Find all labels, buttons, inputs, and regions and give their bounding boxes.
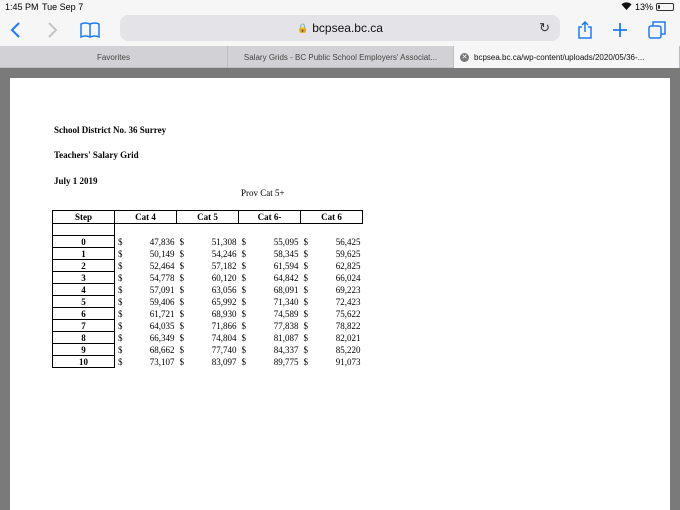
- currency-symbol: $: [241, 260, 246, 271]
- salary-cell: 52,464: [149, 260, 175, 271]
- salary-cell: 59,406: [149, 296, 175, 307]
- header-cat6-minus: Cat 6-: [239, 211, 301, 224]
- header-cat4: Cat 4: [115, 211, 177, 224]
- share-button[interactable]: [578, 19, 592, 41]
- table-row: [53, 248, 363, 260]
- salary-cell: 66,024: [335, 272, 361, 283]
- salary-cell: 77,740: [211, 344, 237, 355]
- table-row: [53, 260, 363, 272]
- salary-cell: 74,804: [211, 332, 237, 343]
- header-row: [53, 211, 363, 224]
- battery-percent: 13%: [634, 2, 653, 12]
- plus-icon: [612, 22, 628, 38]
- currency-symbol: $: [303, 260, 308, 271]
- salary-cell: 81,087: [273, 332, 299, 343]
- prov-category-label: Prov Cat 5+: [241, 188, 285, 198]
- salary-cell: 60,120: [211, 272, 237, 283]
- salary-cell: 91,073: [335, 356, 361, 367]
- forward-button[interactable]: [46, 19, 58, 41]
- currency-symbol: $: [303, 332, 308, 343]
- address-bar[interactable]: [120, 15, 560, 41]
- salary-grid-table: [52, 210, 363, 368]
- currency-symbol: $: [303, 284, 308, 295]
- currency-symbol: $: [179, 356, 184, 367]
- currency-symbol: $: [118, 260, 123, 271]
- salary-cell: 69,223: [335, 284, 361, 295]
- spacer-step-cell: [53, 224, 115, 236]
- currency-symbol: $: [241, 236, 246, 247]
- tab-label: Favorites: [97, 52, 130, 62]
- currency-symbol: $: [241, 296, 246, 307]
- grid-title: Teachers' Salary Grid: [54, 150, 139, 160]
- currency-symbol: $: [241, 248, 246, 259]
- step-cell: 1: [53, 248, 115, 260]
- salary-cell: 64,035: [149, 320, 175, 331]
- salary-cell: 82,021: [335, 332, 361, 343]
- salary-cell: 72,423: [335, 296, 361, 307]
- tab-bar: [0, 46, 680, 68]
- currency-symbol: $: [118, 356, 123, 367]
- currency-symbol: $: [179, 332, 184, 343]
- currency-symbol: $: [179, 248, 184, 259]
- table-row: [53, 344, 363, 356]
- battery-fill: [658, 5, 660, 9]
- currency-symbol: $: [241, 320, 246, 331]
- chevron-left-icon: [10, 22, 22, 38]
- salary-cell: 57,091: [149, 284, 175, 295]
- currency-symbol: $: [303, 320, 308, 331]
- step-cell: 7: [53, 320, 115, 332]
- salary-cell: 47,836: [149, 236, 175, 247]
- currency-symbol: $: [179, 260, 184, 271]
- currency-symbol: $: [241, 332, 246, 343]
- currency-symbol: $: [118, 332, 123, 343]
- status-right: [621, 2, 674, 12]
- currency-symbol: $: [241, 308, 246, 319]
- tab-pdf-active[interactable]: [454, 46, 680, 68]
- salary-cell: 63,056: [211, 284, 237, 295]
- currency-symbol: $: [118, 344, 123, 355]
- currency-symbol: $: [241, 356, 246, 367]
- salary-cell: 85,220: [335, 344, 361, 355]
- back-button[interactable]: [10, 19, 22, 41]
- salary-cell: 68,091: [273, 284, 299, 295]
- salary-cell: 51,308: [211, 236, 237, 247]
- share-icon: [578, 21, 592, 39]
- currency-symbol: $: [118, 236, 123, 247]
- currency-symbol: $: [118, 296, 123, 307]
- grid-date: July 1 2019: [54, 176, 98, 186]
- table-row: [53, 356, 363, 368]
- tab-label: bcpsea.bc.ca/wp-content/uploads/2020/05/36-...: [474, 52, 645, 62]
- bookmarks-button[interactable]: [80, 19, 100, 41]
- currency-symbol: $: [303, 272, 308, 283]
- currency-symbol: $: [241, 284, 246, 295]
- currency-symbol: $: [241, 344, 246, 355]
- spacer-row: [53, 224, 363, 236]
- currency-symbol: $: [179, 272, 184, 283]
- salary-cell: 71,866: [211, 320, 237, 331]
- chevron-right-icon: [46, 22, 58, 38]
- salary-cell: 89,775: [273, 356, 299, 367]
- salary-cell: 78,822: [335, 320, 361, 331]
- currency-symbol: $: [241, 272, 246, 283]
- currency-symbol: $: [118, 320, 123, 331]
- currency-symbol: $: [118, 272, 123, 283]
- currency-symbol: $: [303, 248, 308, 259]
- salary-cell: 61,721: [149, 308, 175, 319]
- table-row: [53, 272, 363, 284]
- salary-cell: 62,825: [335, 260, 361, 271]
- address-url: bcpsea.bc.ca: [312, 21, 383, 35]
- currency-symbol: $: [303, 236, 308, 247]
- currency-symbol: $: [303, 308, 308, 319]
- spacer-cell: [115, 224, 363, 236]
- currency-symbol: $: [179, 320, 184, 331]
- salary-cell: 73,107: [149, 356, 175, 367]
- step-cell: 9: [53, 344, 115, 356]
- wifi-icon: [621, 2, 632, 12]
- salary-cell: 54,778: [149, 272, 175, 283]
- table-row: [53, 284, 363, 296]
- status-bar: [0, 0, 680, 14]
- salary-cell: 74,589: [273, 308, 299, 319]
- salary-cell: 55,095: [273, 236, 299, 247]
- salary-cell: 56,425: [335, 236, 361, 247]
- currency-symbol: $: [179, 344, 184, 355]
- step-cell: 2: [53, 260, 115, 272]
- currency-symbol: $: [179, 296, 184, 307]
- tabs-button[interactable]: [648, 19, 666, 41]
- new-tab-button[interactable]: [612, 19, 628, 41]
- salary-cell: 71,340: [273, 296, 299, 307]
- close-tab-icon[interactable]: ✕: [461, 54, 468, 61]
- salary-cell: 64,842: [273, 272, 299, 283]
- currency-symbol: $: [118, 308, 123, 319]
- step-cell: 5: [53, 296, 115, 308]
- currency-symbol: $: [303, 296, 308, 307]
- salary-cell: 57,182: [211, 260, 237, 271]
- salary-cell: 77,838: [273, 320, 299, 331]
- step-cell: 3: [53, 272, 115, 284]
- book-icon: [80, 22, 100, 38]
- step-cell: 6: [53, 308, 115, 320]
- table-row: [53, 308, 363, 320]
- district-heading: School District No. 36 Surrey: [54, 125, 167, 135]
- status-time: 1:45 PM: [5, 2, 39, 12]
- table-row: [53, 296, 363, 308]
- salary-cell: 75,622: [335, 308, 361, 319]
- currency-symbol: $: [179, 284, 184, 295]
- battery-icon: [656, 3, 674, 11]
- salary-cell: 84,337: [273, 344, 299, 355]
- salary-cell: 58,345: [273, 248, 299, 259]
- table-row: [53, 332, 363, 344]
- status-date: Tue Sep 7: [42, 2, 84, 12]
- salary-cell: 50,149: [149, 248, 175, 259]
- lock-icon: 🔒: [297, 22, 309, 33]
- salary-cell: 68,930: [211, 308, 237, 319]
- header-step: Step: [53, 211, 115, 224]
- tabs-icon: [648, 21, 666, 39]
- table-row: [53, 236, 363, 248]
- salary-cell: 59,625: [335, 248, 361, 259]
- step-cell: 4: [53, 284, 115, 296]
- header-cat6: Cat 6: [301, 211, 363, 224]
- salary-cell: 66,349: [149, 332, 175, 343]
- currency-symbol: $: [303, 344, 308, 355]
- step-cell: 0: [53, 236, 115, 248]
- pdf-page: [10, 78, 670, 510]
- currency-symbol: $: [179, 236, 184, 247]
- table-row: [53, 320, 363, 332]
- salary-cell: 54,246: [211, 248, 237, 259]
- currency-symbol: $: [118, 284, 123, 295]
- currency-symbol: $: [303, 356, 308, 367]
- salary-cell: 61,594: [273, 260, 299, 271]
- tab-favorites[interactable]: [0, 46, 228, 68]
- grid-body: [53, 224, 363, 368]
- currency-symbol: $: [118, 248, 123, 259]
- tab-label: Salary Grids - BC Public School Employers' Associat...: [243, 52, 438, 62]
- salary-cell: 68,662: [149, 344, 175, 355]
- salary-cell: 83,097: [211, 356, 237, 367]
- currency-symbol: $: [179, 308, 184, 319]
- tab-salary-grids[interactable]: [228, 46, 454, 68]
- salary-cell: 65,992: [211, 296, 237, 307]
- header-cat5: Cat 5: [177, 211, 239, 224]
- step-cell: 10: [53, 356, 115, 368]
- reload-icon[interactable]: ↻: [539, 20, 550, 35]
- step-cell: 8: [53, 332, 115, 344]
